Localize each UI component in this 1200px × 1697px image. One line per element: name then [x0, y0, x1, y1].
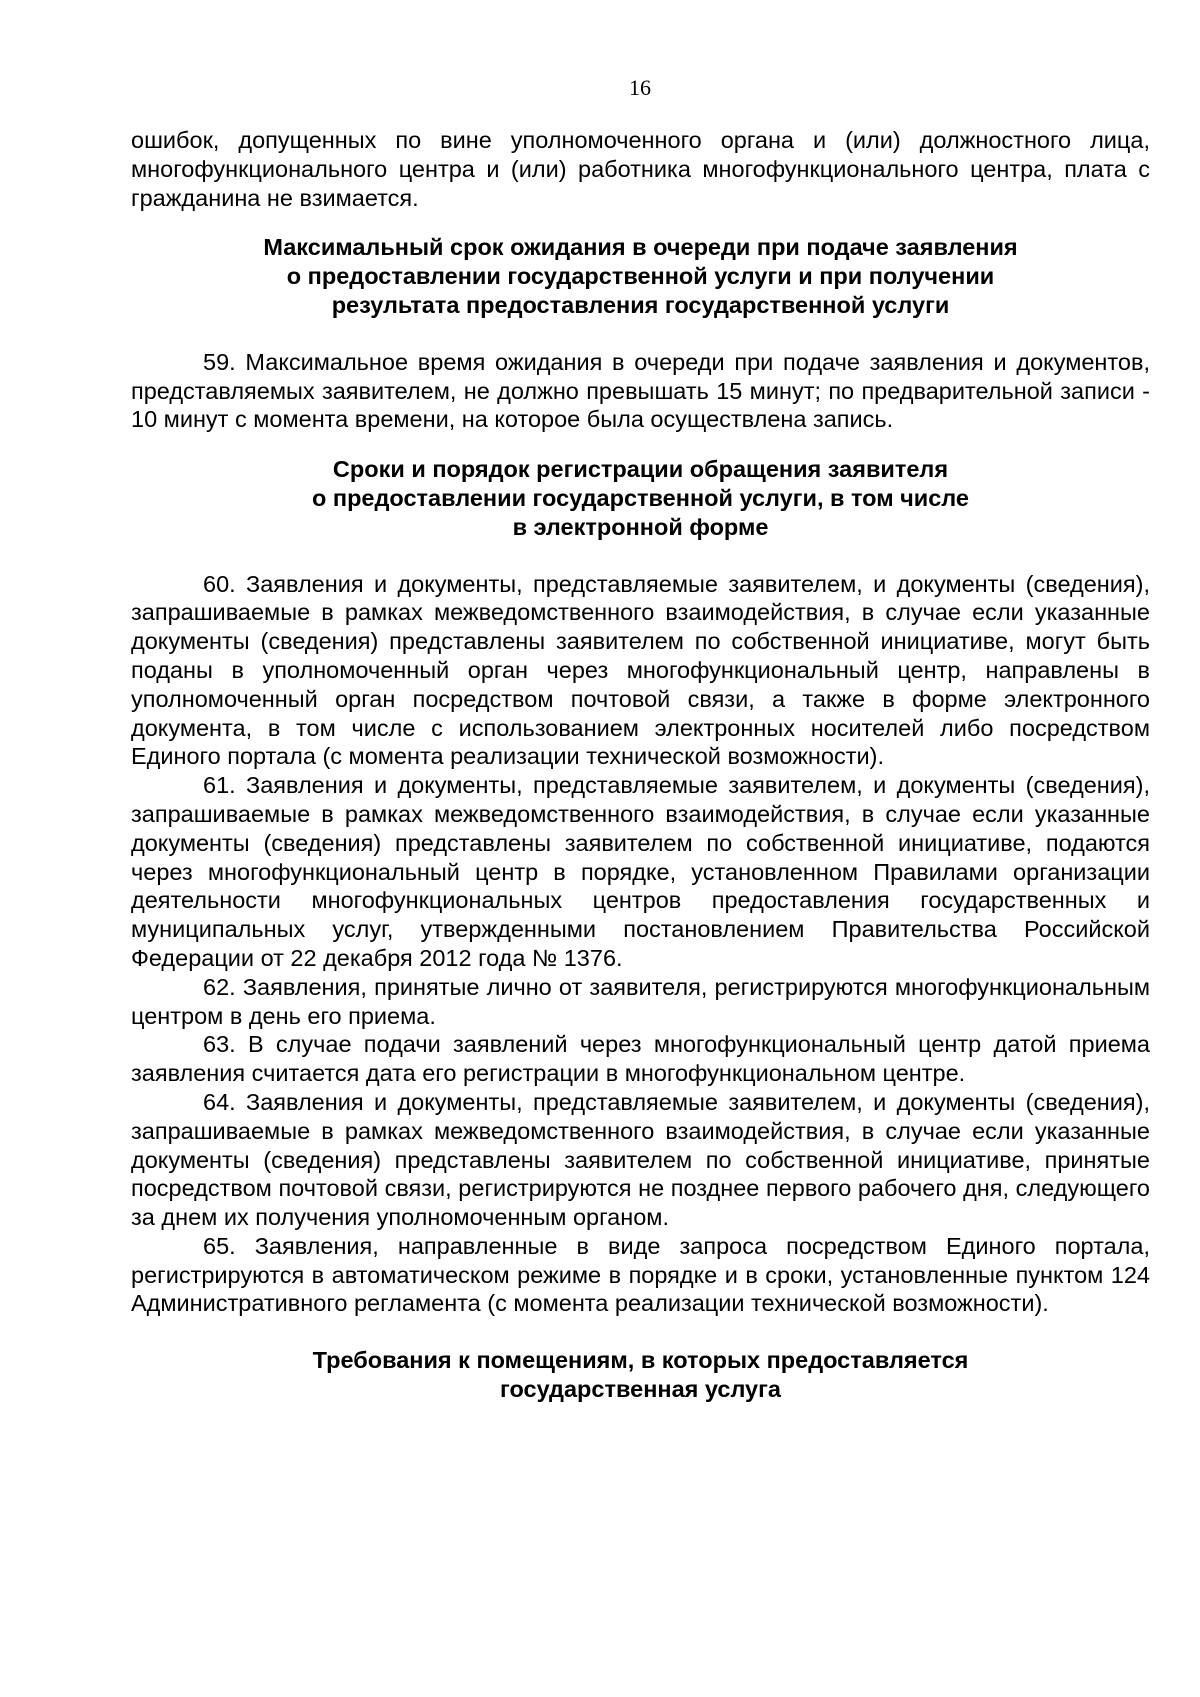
- paragraph-60: 60. Заявления и документы, представляемые заявителем, и документы (сведения), запрашиваемые в рамках межведомственного взаимодействия, в случае если указанные документы (сведения) представлены заявителем по собственной инициативе, могут быть поданы в уполномоченный орган через многофункциональный центр, направлены в уполномоченный орган посредством почтовой связи, а также в форме электронного документа, в том числе с использованием электронных носителей либо посредством Единого портала (с момента реализации технической возможности).: [131, 570, 1150, 770]
- heading-line: в электронной форме: [512, 513, 769, 540]
- paragraph-64: 64. Заявления и документы, представляемые заявителем, и документы (сведения), запрашиваемые в рамках межведомственного взаимодействия, в случае если указанные документы (сведения) представлены заявителем по собственной инициативе, принятые посредством почтовой связи, регистрируются не позднее первого рабочего дня, следующего за днем их получения уполномоченным органом.: [131, 1088, 1150, 1231]
- page-number: 16: [629, 75, 651, 100]
- heading-line: Требования к помещениям, в которых предоставляется: [312, 1347, 969, 1374]
- intro-paragraph: ошибок, допущенных по вине уполномоченного органа и (или) должностного лица, многофункционального центра и (или) работника многофункционального центра, плата с гражданина не взимается.: [131, 127, 1150, 211]
- heading-line: государственная услуга: [499, 1376, 781, 1403]
- document-body: [131, 126, 1150, 1404]
- heading-line: Максимальный срок ожидания в очереди при подаче заявления: [263, 234, 1018, 261]
- heading-line: Сроки и порядок регистрации обращения заявителя: [332, 456, 949, 483]
- paragraph-61: 61. Заявления и документы, представляемые заявителем, и документы (сведения), запрашиваемые в рамках межведомственного взаимодействия, в случае если указанные документы (сведения) представлены заявителем по собственной инициативе, подаются через многофункциональный центр в порядке, установленном Правилами организации деятельности многофункциональных центров предоставления государственных и муниципальных услуг, утвержденными постановлением Правительства Российской Федерации от 22 декабря 2012 года № 1376.: [131, 772, 1150, 971]
- paragraph-63: 63. В случае подачи заявлений через многофункциональный центр датой приема заявления считается дата его регистрации в многофункциональном центре.: [131, 1031, 1150, 1087]
- section-heading-premises: [131, 1346, 1150, 1404]
- heading-line: результата предоставления государственной услуги: [331, 291, 950, 318]
- paragraph-65: 65. Заявления, направленные в виде запроса посредством Единого портала, регистрируются в автоматическом режиме в порядке и в сроки, установленные пунктом 124 Административного регламента (с момента реализации технической возможности).: [131, 1232, 1150, 1317]
- heading-line: о предоставлении государственной услуги и при получении: [286, 263, 995, 290]
- heading-line: о предоставлении государственной услуги, в том числе: [312, 484, 969, 511]
- section-heading-registration: [131, 455, 1150, 541]
- section-heading-queue-time: [131, 233, 1150, 319]
- paragraph-59: 59. Максимальное время ожидания в очереди при подаче заявления и документов, представляемых заявителем, не должно превышать 15 минут; по предварительной записи - 10 минут с момента времени, на которое была осуществлена запись.: [131, 348, 1150, 433]
- paragraph-62: 62. Заявления, принятые лично от заявителя, регистрируются многофункциональным центром в день его приема.: [131, 973, 1150, 1029]
